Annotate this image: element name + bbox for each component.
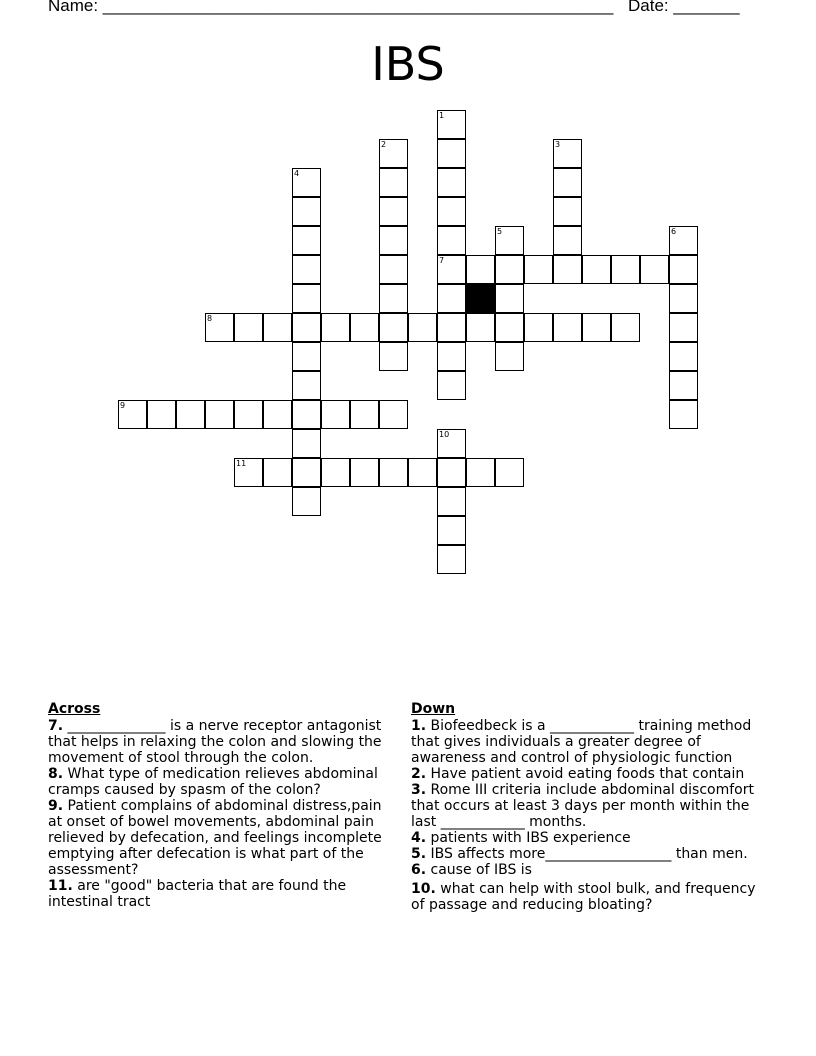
crossword-cell[interactable] bbox=[437, 458, 466, 487]
crossword-cell[interactable] bbox=[350, 458, 379, 487]
blocked-cell bbox=[466, 284, 495, 313]
clue-text: ______________ is a nerve receptor antagonist that helps in relaxing the colon and slowing the movement of stool through the colon. bbox=[48, 718, 382, 766]
across-clues bbox=[48, 701, 398, 910]
crossword-cell[interactable] bbox=[379, 342, 408, 371]
crossword-cell[interactable] bbox=[234, 458, 263, 487]
clue-number: 5. bbox=[411, 846, 427, 862]
crossword-cell[interactable] bbox=[553, 313, 582, 342]
clue-text: Patient complains of abdominal distress,pain at onset of bowel movements, abdominal pain relieved by defecation, and feelings incomplete emptying after defecation is what part of the assessment? bbox=[48, 798, 382, 878]
down-clue bbox=[411, 881, 773, 913]
cell-number: 1 bbox=[439, 111, 445, 120]
cell-number: 2 bbox=[381, 140, 387, 149]
crossword-cell[interactable] bbox=[495, 313, 524, 342]
crossword-cell[interactable] bbox=[437, 110, 466, 139]
crossword-cell[interactable] bbox=[495, 255, 524, 284]
crossword-cell[interactable] bbox=[176, 400, 205, 429]
crossword-cell[interactable] bbox=[611, 255, 640, 284]
crossword-cell[interactable] bbox=[437, 429, 466, 458]
cell-number: 11 bbox=[236, 459, 247, 468]
crossword-cell[interactable] bbox=[379, 458, 408, 487]
crossword-cell[interactable] bbox=[408, 458, 437, 487]
crossword-cell[interactable] bbox=[321, 313, 350, 342]
crossword-cell[interactable] bbox=[263, 458, 292, 487]
crossword-cell[interactable] bbox=[669, 371, 698, 400]
crossword-cell[interactable] bbox=[292, 197, 321, 226]
crossword-cell[interactable] bbox=[669, 226, 698, 255]
crossword-cell[interactable] bbox=[379, 226, 408, 255]
crossword-cell[interactable] bbox=[437, 342, 466, 371]
crossword-cell[interactable] bbox=[437, 371, 466, 400]
clue-text: IBS affects more__________________ than men. bbox=[430, 846, 748, 862]
cell-number: 4 bbox=[294, 169, 300, 178]
crossword-cell[interactable] bbox=[553, 168, 582, 197]
crossword-cell[interactable] bbox=[611, 313, 640, 342]
crossword-cell[interactable] bbox=[292, 255, 321, 284]
clue-number: 2. bbox=[411, 766, 427, 782]
crossword-cell[interactable] bbox=[669, 255, 698, 284]
crossword-cell[interactable] bbox=[582, 313, 611, 342]
crossword-cell[interactable] bbox=[437, 313, 466, 342]
crossword-cell[interactable] bbox=[466, 255, 495, 284]
crossword-cell[interactable] bbox=[495, 342, 524, 371]
clue-number: 9. bbox=[48, 798, 64, 814]
across-clue bbox=[48, 766, 398, 798]
crossword-cell[interactable] bbox=[495, 284, 524, 313]
across-clue bbox=[48, 798, 398, 878]
crossword-cell[interactable] bbox=[669, 284, 698, 313]
clue-text: Biofeedbeck is a ____________ training method that gives individuals a greater degree of awareness and control of physiologic function bbox=[411, 718, 752, 766]
crossword-cell[interactable] bbox=[205, 400, 234, 429]
crossword-cell[interactable] bbox=[379, 284, 408, 313]
crossword-cell[interactable] bbox=[437, 516, 466, 545]
crossword-cell[interactable] bbox=[437, 197, 466, 226]
crossword-cell[interactable] bbox=[234, 400, 263, 429]
clue-text: are "good" bacteria that are found the intestinal tract bbox=[48, 878, 347, 910]
crossword-cell[interactable] bbox=[437, 545, 466, 574]
down-clue bbox=[411, 782, 773, 830]
crossword-cell[interactable] bbox=[292, 429, 321, 458]
page-title: IBS bbox=[371, 37, 445, 91]
crossword-cell[interactable] bbox=[234, 313, 263, 342]
down-clues bbox=[411, 701, 773, 913]
crossword-cell[interactable] bbox=[379, 197, 408, 226]
crossword-cell[interactable] bbox=[379, 139, 408, 168]
clue-number: 1. bbox=[411, 718, 427, 734]
crossword-cell[interactable] bbox=[292, 284, 321, 313]
crossword-cell[interactable] bbox=[292, 313, 321, 342]
cell-number: 9 bbox=[120, 401, 126, 410]
crossword-cell[interactable] bbox=[292, 342, 321, 371]
crossword-cell[interactable] bbox=[350, 313, 379, 342]
clue-number: 6. bbox=[411, 862, 427, 878]
crossword-cell[interactable] bbox=[321, 458, 350, 487]
crossword-cell[interactable] bbox=[437, 255, 466, 284]
crossword-cell[interactable] bbox=[582, 255, 611, 284]
crossword-cell[interactable] bbox=[205, 313, 234, 342]
clue-number: 11. bbox=[48, 878, 73, 894]
clue-number: 4. bbox=[411, 830, 427, 846]
crossword-cell[interactable] bbox=[495, 458, 524, 487]
crossword-cell[interactable] bbox=[437, 168, 466, 197]
down-clue bbox=[411, 766, 773, 782]
cell-number: 7 bbox=[439, 256, 445, 265]
crossword-cell[interactable] bbox=[640, 255, 669, 284]
across-clue bbox=[48, 878, 398, 910]
cell-number: 5 bbox=[497, 227, 503, 236]
crossword-cell[interactable] bbox=[524, 313, 553, 342]
crossword-cell[interactable] bbox=[553, 255, 582, 284]
crossword-cell[interactable] bbox=[669, 342, 698, 371]
down-clue bbox=[411, 862, 773, 878]
crossword-cell[interactable] bbox=[553, 226, 582, 255]
crossword-cell[interactable] bbox=[118, 400, 147, 429]
crossword-cell[interactable] bbox=[350, 400, 379, 429]
name-field[interactable]: Name: ______________________________________________________ bbox=[48, 0, 614, 15]
crossword-cell[interactable] bbox=[553, 197, 582, 226]
crossword-cell[interactable] bbox=[292, 371, 321, 400]
across-heading: Across bbox=[48, 701, 101, 717]
across-clue bbox=[48, 718, 398, 766]
crossword-cell[interactable] bbox=[379, 400, 408, 429]
clue-number: 8. bbox=[48, 766, 64, 782]
crossword-cell[interactable] bbox=[292, 226, 321, 255]
crossword-cell[interactable] bbox=[437, 226, 466, 255]
clue-number: 3. bbox=[411, 782, 427, 798]
cell-number: 3 bbox=[555, 140, 561, 149]
down-clue bbox=[411, 718, 773, 766]
down-clue bbox=[411, 830, 773, 846]
down-heading: Down bbox=[411, 701, 456, 717]
crossword-cell[interactable] bbox=[263, 313, 292, 342]
crossword-cell[interactable] bbox=[292, 487, 321, 516]
crossword-cell[interactable] bbox=[553, 139, 582, 168]
cell-number: 10 bbox=[439, 430, 450, 439]
down-clue bbox=[411, 846, 773, 862]
crossword-cell[interactable] bbox=[292, 458, 321, 487]
clue-text: Rome III criteria include abdominal discomfort that occurs at least 3 days per month within the last ____________ months. bbox=[411, 782, 754, 830]
crossword-cell[interactable] bbox=[321, 400, 350, 429]
crossword-cell[interactable] bbox=[408, 313, 437, 342]
crossword-cell[interactable] bbox=[437, 487, 466, 516]
cell-number: 8 bbox=[207, 314, 213, 323]
crossword-cell[interactable] bbox=[466, 458, 495, 487]
crossword-cell[interactable] bbox=[147, 400, 176, 429]
clue-text: cause of IBS is bbox=[430, 862, 532, 878]
crossword-cell[interactable] bbox=[437, 139, 466, 168]
crossword-cell[interactable] bbox=[379, 168, 408, 197]
crossword-cell[interactable] bbox=[495, 226, 524, 255]
crossword-cell[interactable] bbox=[379, 255, 408, 284]
clue-number: 10. bbox=[411, 881, 436, 897]
clue-number: 7. bbox=[48, 718, 64, 734]
crossword-cell[interactable] bbox=[263, 400, 292, 429]
crossword-cell[interactable] bbox=[669, 313, 698, 342]
crossword-cell[interactable] bbox=[524, 255, 553, 284]
clue-text: patients with IBS experience bbox=[430, 830, 631, 846]
clue-text: What type of medication relieves abdominal cramps caused by spasm of the colon? bbox=[48, 766, 378, 798]
crossword-cell[interactable] bbox=[669, 400, 698, 429]
crossword-cell[interactable] bbox=[379, 313, 408, 342]
date-field[interactable]: Date: _______ bbox=[628, 0, 740, 15]
crossword-cell[interactable] bbox=[292, 400, 321, 429]
crossword-cell[interactable] bbox=[437, 284, 466, 313]
cell-number: 6 bbox=[671, 227, 677, 236]
clue-text: what can help with stool bulk, and frequency of passage and reducing bloating? bbox=[411, 881, 756, 913]
crossword-cell[interactable] bbox=[466, 313, 495, 342]
crossword-cell[interactable] bbox=[292, 168, 321, 197]
clue-text: Have patient avoid eating foods that contain bbox=[430, 766, 745, 782]
